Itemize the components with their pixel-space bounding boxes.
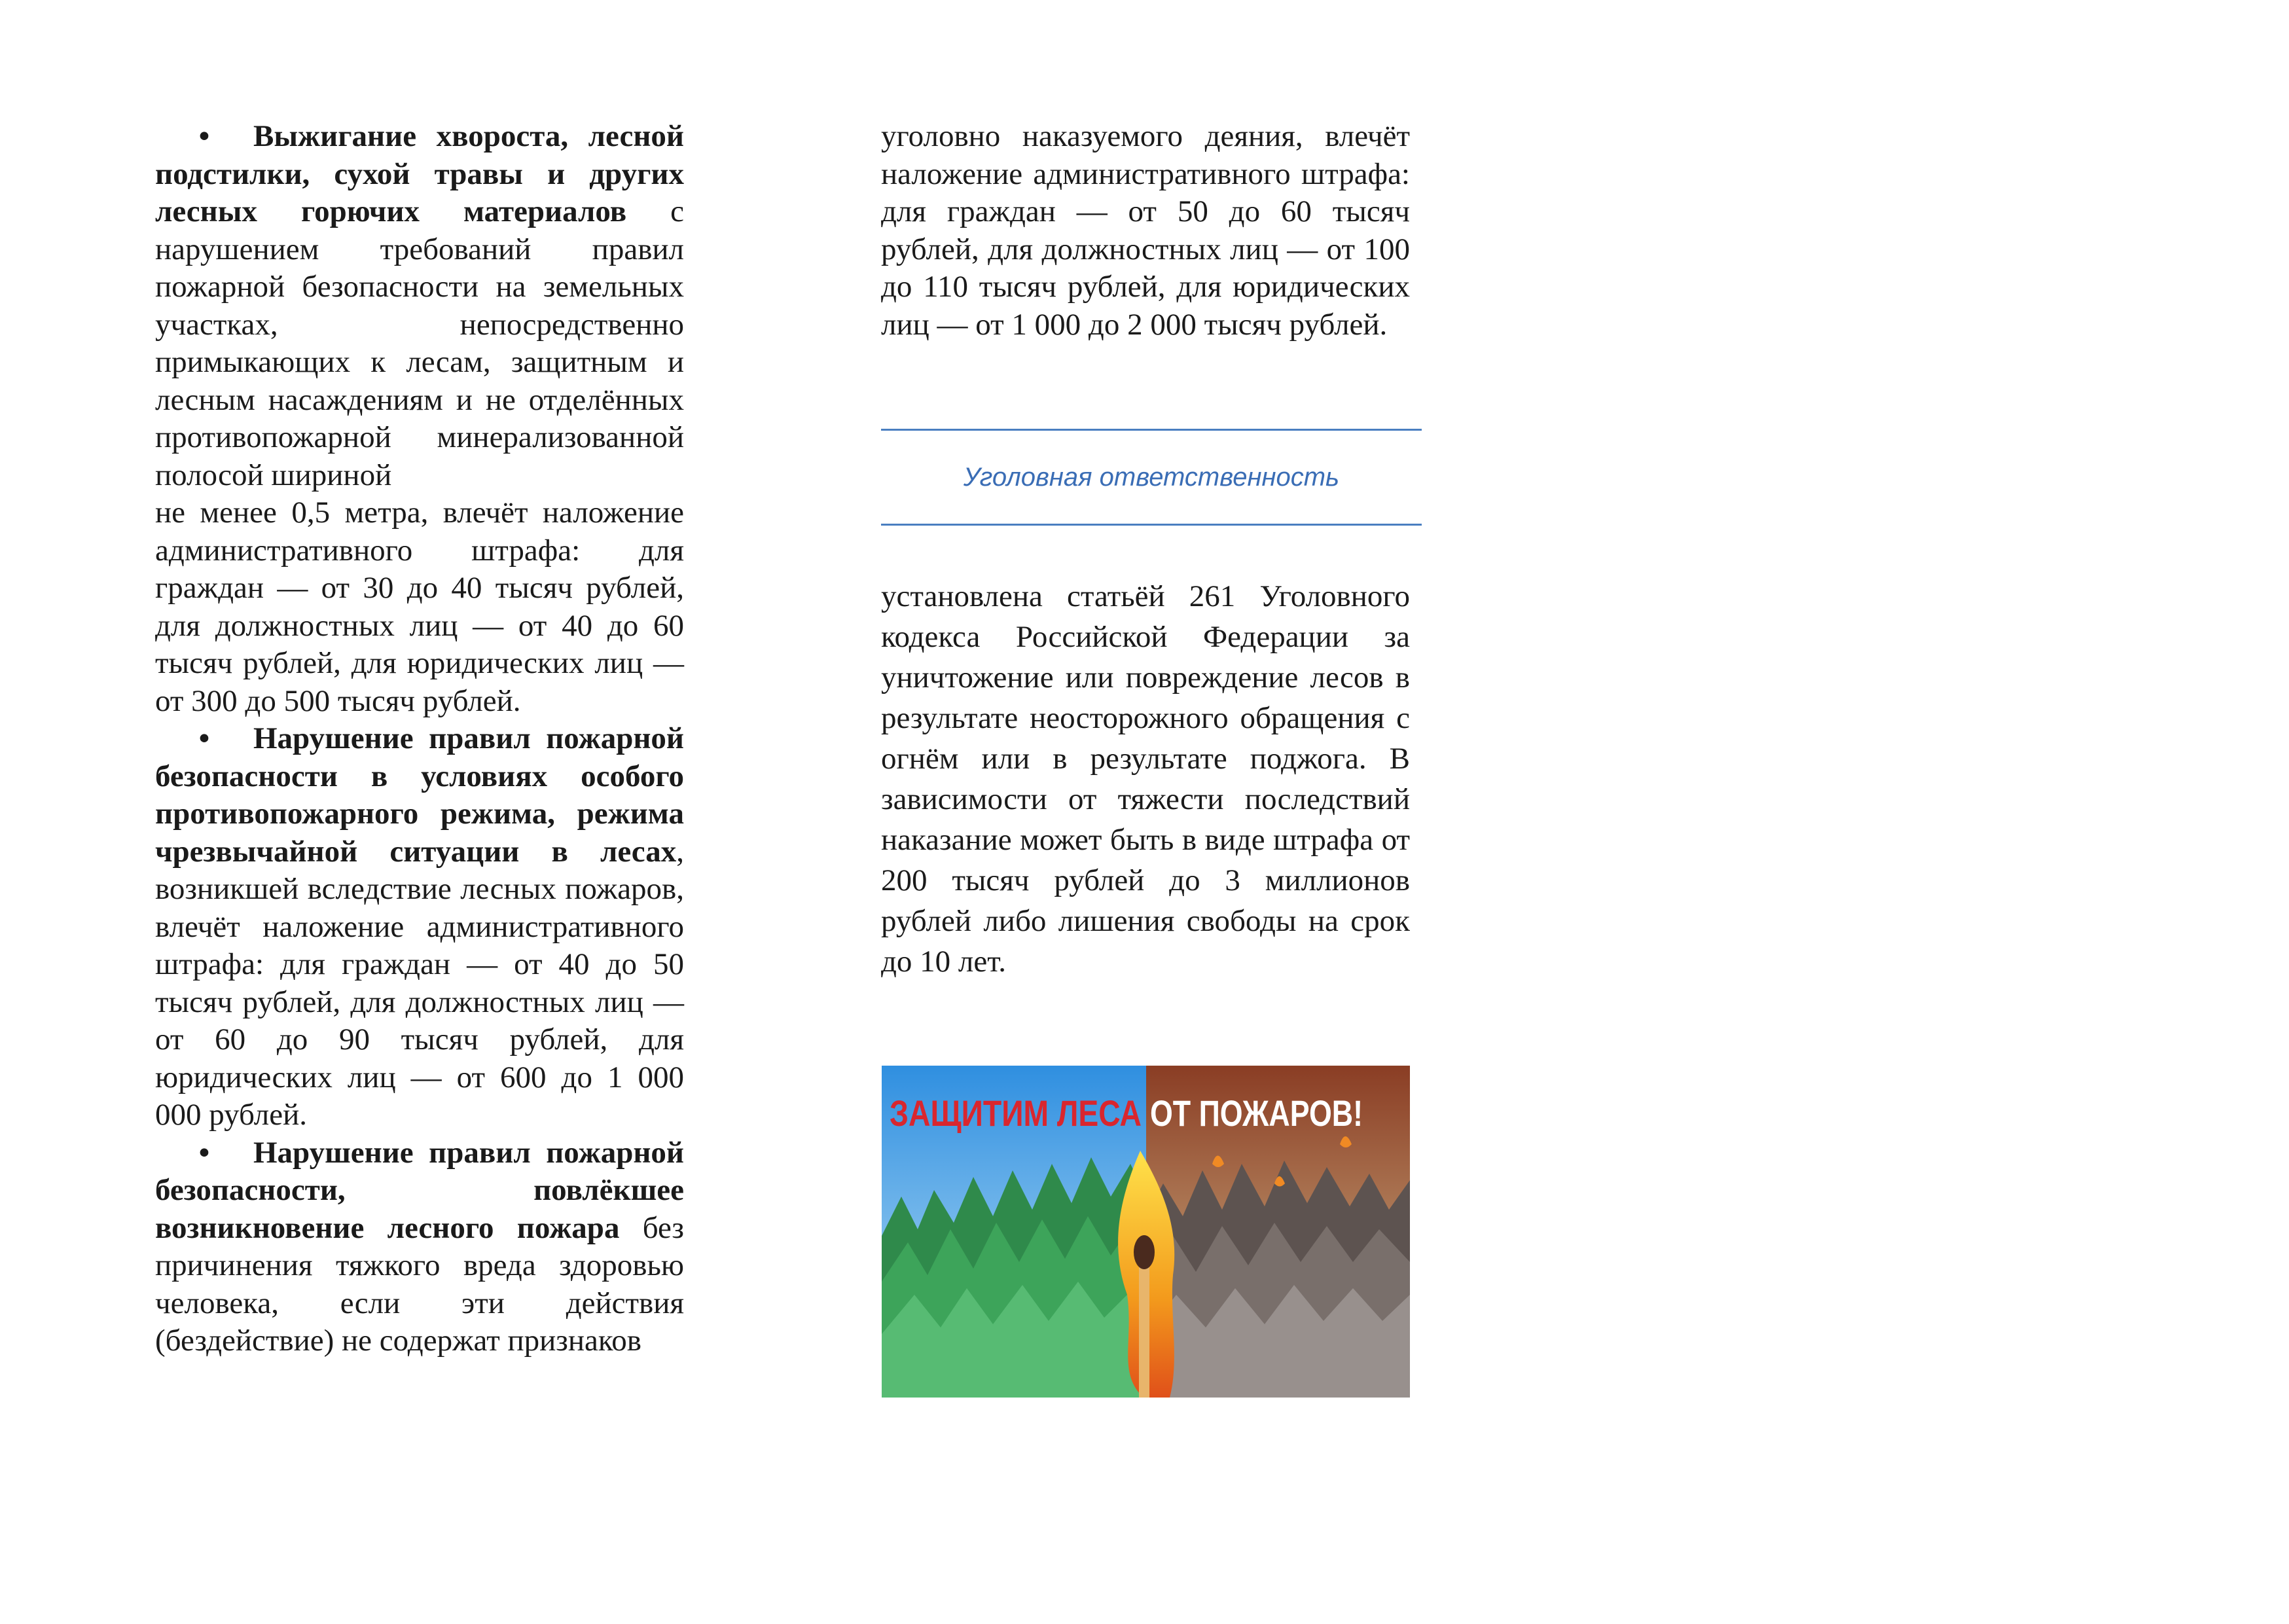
poster-headline-left: ЗАЩИТИМ ЛЕСА [890,1092,1142,1134]
section-heading: Уголовная ответственность [963,462,1340,492]
item-text: с нарушением требований правил пожарной безопасности на земельных участках, непосредственно примыкающих к лесам, защитным и лесным насаждениям и не отделённых противопожарной минерализованной полосой шириной [155,194,684,492]
criminal-paragraph: установлена статьёй 261 Уголовного кодекса Российской Федерации за уничтожение или повреждение лесов в результате неосторожного обращения с огнём или в результате поджога. В зависимости от тяжести последствий наказание может быть в виде штрафа от 200 тысяч рублей до 3 миллионов рублей либо лишения свободы на срок до 10 лет. [881,579,1410,979]
left-column [155,118,684,1360]
item-text: , возникшей вследствие лесных пожаров, влечёт наложение административного штрафа: для граждан — от 40 до 50 тысяч рублей, для должностных лиц — от 60 до 90 тысяч рублей, для юридических лиц — от 600 до 1 000 000 рублей. [155,834,684,1132]
poster-headline-right: ОТ ПОЖАРОВ! [1150,1092,1363,1134]
item-continuation: не менее 0,5 метра, влечёт наложение административного штрафа: для граждан — от 30 до 40 тысяч рублей, для должностных лиц — от 40 до 60 тысяч рублей, для юридических лиц — от 300 до 500 тысяч рублей. [155,496,684,718]
right-column-continuation [881,118,1410,344]
item-bold-heading: Нарушение правил пожарной безопасности, повлёкшее возникновение лесного пожара [155,1135,684,1245]
section-heading-box [881,429,1422,526]
item-bold-heading: Выжигание хвороста, лесной подстилки, сухой травы и других лесных горючих материалов [155,119,684,228]
continuation-text: уголовно наказуемого деяния, влечёт наложение административного штрафа: для граждан — от 50 до 60 тысяч рублей, для должностных лиц — от 100 до 110 тысяч рублей, для юридических лиц — от 1 000 до 2 000 тысяч рублей. [881,119,1410,342]
list-item-3 [155,1134,684,1360]
list-item-2 [155,720,684,1134]
bullet: • [198,1135,210,1170]
list-item-1 [155,118,684,494]
criminal-liability-text [881,576,1410,982]
bullet: • [198,119,210,153]
forest-fire-poster [882,1066,1410,1398]
poster-illustration [882,1066,1410,1398]
item-bold-heading: Нарушение правил пожарной безопасности в условиях особого противопожарного режима, режима чрезвычайной ситуации в лесах [155,721,684,869]
bullet: • [198,721,210,755]
item-text: без причинения тяжкого вреда здоровью человека, если эти действия (бездействие) не содержат признаков [155,1210,684,1358]
